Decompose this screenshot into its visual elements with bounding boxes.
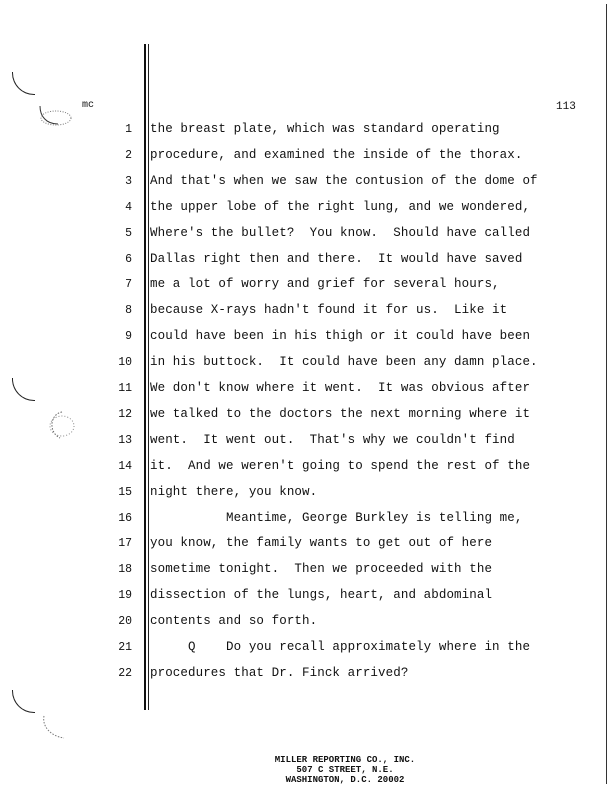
line-number: 9 [125, 330, 132, 344]
reporter-initials: mc [82, 100, 95, 111]
line-number: 15 [118, 485, 132, 499]
footer-company: MILLER REPORTING CO., INC. [274, 755, 416, 765]
right-page-edge [606, 4, 607, 784]
transcript-line: me a lot of worry and grief for several hours, [150, 277, 500, 292]
transcript-line: Q Do you recall approximately where in the [150, 640, 531, 654]
line-number: 8 [125, 304, 132, 318]
line-number: 4 [125, 200, 132, 214]
transcript-line: Where's the bullet? You know. Should have called [150, 225, 531, 240]
footer-street: 507 C STREET, N.E. [296, 765, 394, 775]
line-number: 13 [118, 433, 132, 447]
transcript-line: it. And we weren't going to spend the rest of the [150, 458, 531, 473]
scan-smudge-middle [44, 408, 76, 444]
line-number: 3 [125, 174, 132, 188]
line-number: 12 [118, 407, 132, 421]
transcript-line: the upper lobe of the right lung, and we wondered, [150, 199, 531, 214]
transcript-line: you know, the family wants to get out of here [150, 536, 493, 551]
transcript-line: dissection of the lungs, heart, and abdominal [150, 588, 493, 603]
line-number: 14 [118, 459, 132, 473]
transcript-line: We don't know where it went. It was obvious after [150, 381, 531, 395]
transcript-line: could have been in his thigh or it could have been [150, 329, 531, 344]
scan-smudge-bottom [38, 712, 72, 744]
line-number: 16 [118, 511, 132, 525]
line-number: 11 [118, 382, 132, 395]
transcript-line: night there, you know. [150, 484, 318, 499]
line-number: 18 [118, 563, 132, 577]
footer-city: WASHINGTON, D.C. 20002 [285, 775, 405, 785]
line-number: 6 [125, 252, 132, 266]
line-number: 21 [118, 641, 132, 654]
reporter-footer [255, 755, 435, 785]
page-number: 113 [556, 101, 576, 113]
punch-hole-mark-middle [12, 378, 35, 401]
punch-hole-mark-bottom [12, 690, 35, 713]
transcript-line: procedures that Dr. Finck arrived? [150, 665, 409, 680]
transcript-line: contents and so forth. [150, 614, 318, 629]
line-number: 10 [118, 356, 132, 370]
transcript-line: sometime tonight. Then we proceeded with the [150, 562, 493, 577]
line-number: 22 [118, 666, 132, 680]
transcript-line: Dallas right then and there. It would have saved [150, 251, 523, 266]
line-number: 7 [125, 278, 132, 292]
transcript-line: Meantime, George Burkley is telling me, [150, 510, 523, 525]
line-number: 1 [125, 123, 132, 136]
line-number: 19 [118, 589, 132, 603]
transcript-line: we talked to the doctors the next morning where it [150, 406, 531, 421]
transcript-line: And that's when we saw the contusion of the dome of [150, 173, 538, 188]
transcript-line: procedure, and examined the inside of the thorax. [150, 147, 523, 162]
transcript-line: the breast plate, which was standard operating [150, 122, 500, 136]
transcript-line: in his buttock. It could have been any damn place. [150, 355, 538, 370]
scan-smudge-top [36, 102, 76, 128]
left-margin-rule [144, 44, 146, 710]
left-margin-rule-inner [148, 44, 149, 710]
line-number: 2 [125, 148, 132, 162]
line-number: 5 [125, 226, 132, 240]
punch-hole-mark-top [12, 72, 35, 95]
line-number: 17 [118, 537, 132, 551]
transcript-line: went. It went out. That's why we couldn't find [150, 432, 515, 447]
line-number: 20 [118, 615, 132, 629]
transcript-line: because X-rays hadn't found it for us. Like it [150, 303, 508, 318]
